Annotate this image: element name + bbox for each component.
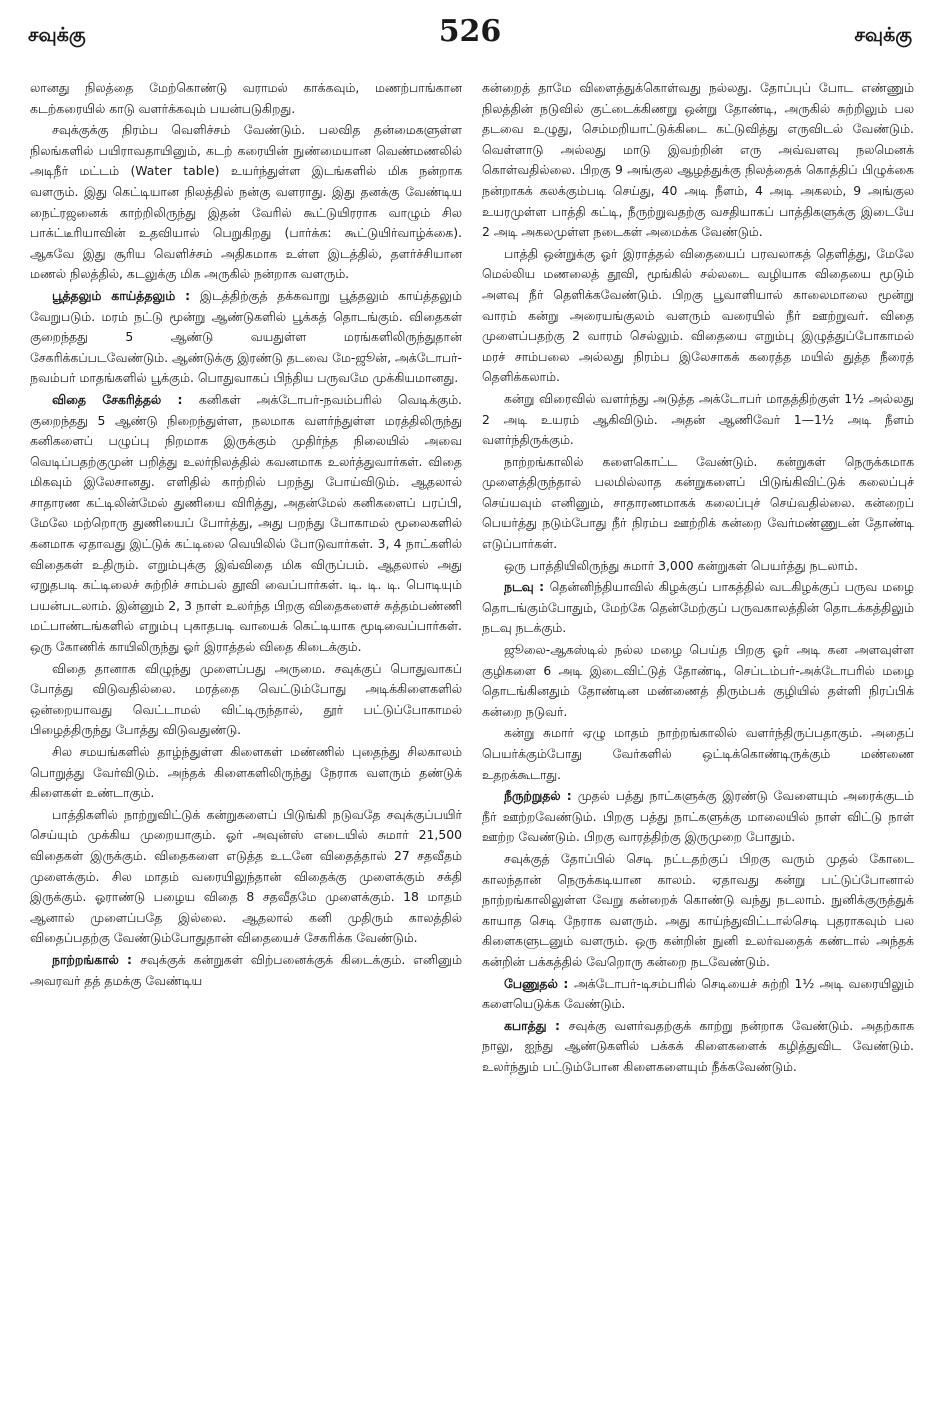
paragraph-text: பாத்தி ஒன்றுக்கு ஓர் இராத்தல் விதையைப் பரவலாகத் தெளித்து, மேலே மெல்லிய மணலைத் தூவி, மூங்கில் சல்லடை வழியாக விதையை மூடும் அளவு நீர் தெளிக்கவேண்டும். பிறகு பூவாளியால் காலைமாலை மூன்று வாரம் கன்று அரையங்குலம் வளரும் வரையில் நீர் ஊற்றுவர். விதை முளைப்பதற்கு 2 வாரம் செல்லும். விதையை எறும்பு இழுத்துப்போகாமல் மரச் சாம்பலை அல்லது நிரம்ப இலேசாகக் கரைத்த மயில் துத்த நீரைத் தெளிக்கலாம். [482,245,914,385]
paragraph-text: கனிகள் அக்டோபர்-நவம்பரில் வெடிக்கும். குறைந்தது 5 ஆண்டு நிறைந்துள்ள, நலமாக வளர்ந்துள்ள மரத்திலிருந்து கனிகளைப் பழுப்பு நிறமாக இருக்கும் முதிர்ந்த நிலையில் அவை வெடிப்பதற்குமுன் பறித்து உலர்நிலத்தில் கவனமாக உலர்த்துவார்கள். விதை மிகவும் இலேசானது. எளிதில் காற்றில் பறந்து போய்விடும். ஆதலால் சாதாரண கட்டிலின்மேல் துணியை விரித்து, அதன்மேல் கனிகளைப் பரப்பி, மேலே மற்றொரு துணியைப் போர்த்து, அது பறந்து போகாமல் மூலைகளில் கனமாக ஏதாவது இட்டுக் கட்டிலை வெயிலில் போடுவார்கள். 3, 4 நாட்களில் விதைகள் உதிரும். எறும்புக்கு இவ்விதை மிக விருப்பம். ஆதலால் அது ஏறுதபடி கட்டிலைச் சுற்றிச் சாம்பல் தூவி வைப்பார்கள். டி. டி. டி. பொடியும் பயன்படலாம். இன்னும் 2, 3 நாள் உலர்ந்த பிறகு விதைகளைச் சுத்தம்பண்ணி மட்பாண்டங்களில் எறும்பு புகாதபடி வாயைக் கெட்டியாக மூடிவைப்பார்கள். ஒரு கோணிக் காயிலிருந்து ஓர் இராத்தல் விதை கிடைக்கும். [30,391,462,655]
paragraph-text: ஒரு பாத்தியிலிருந்து சுமார் 3,000 கன்றுகள் பெயர்த்து நடலாம். [504,557,859,573]
paragraph [30,120,462,285]
paragraph [482,786,914,848]
paragraph [30,950,462,991]
paragraph-lead: பூத்தலும் காய்த்தலும் : [52,287,200,303]
paragraph [482,78,914,243]
paragraph-lead: விதை சேகரித்தல் : [52,391,199,407]
paragraph [482,849,914,973]
right-column [482,78,914,1408]
paragraph-text: சவுக்குக் கன்றுகள் விற்பனைக்குக் கிடைக்கும். எனினும் அவரவர் தத் தமக்கு வேண்டிய [30,951,462,988]
paragraph-lead: நீருற்றுதல் : [504,788,578,804]
paragraph [482,389,914,451]
paragraph-text: முதல் பத்து நாட்களுக்கு இரண்டு வேளையும் அரைக்குடம் நீர் ஊற்றவேண்டும். பிறகு பத்து நாட்களுக்கு மாலையில் நாள் விட்டு நாள் ஊற்ற வேண்டும். பிறகு வாரத்திற்கு இருமுறை போதும். [482,788,914,845]
paragraph [482,723,914,785]
paragraph [482,244,914,388]
paragraph [30,286,462,389]
paragraph-text: நாற்றங்காலில் களைகொட்ட வேண்டும். கன்றுகள் நெருக்கமாக முளைத்திருந்தால் பலமில்லாத கன்றுகளைப் பிடுங்கிவிட்டுக் கலைப்புச் செய்யவும் எனினும், சாதாரணமாகக் கலைப்புச் செய்வதில்லை. கன்றைப் பெயர்த்து நடும்போது நீர் நிரம்ப ஊற்றிக் கன்றை வேர்மண்ணுடன் தோண்டி எடுப்பார்கள். [482,453,914,552]
paragraph-text: சவுக்குத் தோப்பில் செடி நட்டதற்குப் பிறகு வரும் முதல் கோடை காலந்தான் நெருக்கடியான காலம். ஏதாவது கன்று பட்டுப்போனால் நாற்றங்காலிலுள்ள வேறு கன்றைக் கொண்டு வந்து நடலாம். நுனிக்குருத்துக் காயாத செடி நேராக வளரும். அது காய்ந்துவிட்டால்செடி புதராகவும் பல கிளைகளுடனும் வளரும். ஒரு கன்றின் நுனி உலர்வதைக் கண்டால் அந்தக் கன்றின் பக்கத்தில் வேறொரு கன்றை நடவேண்டும். [482,850,914,969]
paragraph [482,974,914,1015]
paragraph-text: ஜூலை-ஆகஸ்டில் நல்ல மழை பெய்த பிறகு ஓர் அடி கன அளவுள்ள குழிகளை 6 அடி இடைவிட்டுத் தோண்டி, செப்டம்பர்-அக்டோபரில் மழை தொடங்கினதும் தோண்டின மண்ணைத் திரும்பக் குழியில் தள்ளி நிரப்பிக் கன்றை நடுவர். [482,642,914,719]
paragraph-lead: நடவு : [504,579,550,595]
paragraph-text: இடத்திற்குத் தக்கவாறு பூத்தலும் காய்த்தலும் வேறுபடும். மரம் நட்டு மூன்று ஆண்டுகளில் பூக்கத் தொடங்கும். விதைகள் குறைந்தது 5 ஆண்டு வயதுள்ள மரங்களிலிருந்துதான் சேகரிக்கப்படவேண்டும். ஆண்டுக்கு இரண்டு தடவை மே-ஜூன், அக்டோபர்-நவம்பர் மாதங்களில் பூக்கும். பொதுவாகப் பிந்திய பருவமே முக்கியமானது. [30,287,462,386]
paragraph-lead: நாற்றங்கால் : [52,951,141,967]
page-number: 526 [438,14,502,49]
paragraph-text: கன்று சுமார் ஏழு மாதம் நாற்றங்காலில் வளர்ந்திருப்பதாகும். அதைப் பெயர்க்கும்போது வேர்களில் ஒட்டிக்கொண்டிருக்கும் மண்ணை உதறக்கூடாது. [482,725,914,782]
paragraph-text: லானது நிலத்தை மேற்கொண்டு வராமல் காக்கவும், மணற்பாங்கான கடற்கரையில் காடு வளர்க்கவும் பயன்படுகிறது. [30,80,462,116]
paragraph-text: விதை தானாக விழுந்து முளைப்பது அருமை. சவுக்குப் பொதுவாகப் போத்து விடுவதில்லை. மரத்தை வெட்டும்போது அடிக்கிளைகளில் ஒன்றையாவது வெட்டாமல் விட்டிருந்தால், தூர் பட்டுப்போகாமல் பிழைத்திருந்து போத்து விடுவதுண்டு. [30,660,462,738]
running-head-left: சவுக்கு [28,24,86,46]
paragraph [482,640,914,722]
paragraph-text: தென்னிந்தியாவில் கிழக்குப் பாகத்தில் வடகிழக்குப் பருவ மழை தொடங்கும்போதும், மேற்கே தென்மேற்குப் பருவகாலத்தின் தொடக்கத்திலும் நடவு நடக்கும். [482,579,914,636]
paragraph [30,742,462,804]
page-header [28,14,912,60]
running-head-right: சவுக்கு [854,24,912,46]
paragraph-text: சவுக்குக்கு நிரம்ப வெளிச்சம் வேண்டும். பலவித தன்மைகளுள்ள நிலங்களில் பயிராவதாயினும், கடற் கரையின் நுண்மையான வெண்மணலில் அடிநீர் மட்டம் (Water table) உயர்ந்துள்ள இடங்களில் மிக நன்றாக வளரும். இது கெட்டியான நிலத்தில் நன்கு வளராது. இது தனக்கு வேண்டிய நைட்ரஜனைக் காற்றிலிருந்து இதன் வேரில் கூட்டுயிரராக வாழும் சில பாக்ட்டீரியாவின் உதவியால் பெறுகிறது (பார்க்க: கூட்டுயிர்வாழ்க்கை). ஆகவே இது சூரிய வெளிச்சம் அதிகமாக உள்ள இடத்தில், தளர்ச்சியான மணல் நிலத்தில், கடலுக்கு மிக அருகில் நன்றாக வளரும். [30,122,462,282]
paragraph-lead: பேணுதல் : [504,975,574,991]
paragraph-text: கன்று விரைவில் வளர்ந்து அடுத்த அக்டோபர் மாதத்திற்குள் 1½ அல்லது 2 அடி உயரம் ஆகிவிடும். அதன் ஆணிவேர் 1—1½ அடி நீளம் வளர்ந்திருக்கும். [482,390,914,448]
paragraph-text: அக்டோபர்-டிசம்பரில் செடியைச் சுற்றி 1½ அடி வரையிலும் களையெடுக்க வேண்டும். [482,975,914,1012]
paragraph [30,78,462,119]
paragraph [482,1016,914,1078]
paragraph [482,452,914,555]
paragraph [482,556,914,577]
paragraph [482,577,914,639]
paragraph [30,805,462,949]
paragraph-lead: கபாத்து : [504,1017,569,1033]
paragraph-text: பாத்திகளில் நாற்றுவிட்டுக் கன்றுகளைப் பிடுங்கி நடுவதே சவுக்குப்பயிர் செய்யும் முக்கிய முறையாகும். ஓர் அவுன்ஸ் எடையில் சுமார் 21,500 விதைகள் இருக்கும். விதைகளை எடுத்த உடனே விதைத்தால் 27 சதவீதம் முளைக்கும். சில மாதம் வரையிலுந்தான் விதைக்கு முளைக்கும் சக்தி இருக்கும். ஓராண்டு பழைய விதை 8 சதவீதமே முளைக்கும். 18 மாதம் ஆனால் முளைப்பதே இல்லை. ஆதலால் கனி முதிரும் காலத்தில் விதைப்பதற்கு வேண்டும்போதுதான் விதையைச் சேகரிக்க வேண்டும். [30,806,462,946]
paragraph [30,390,462,658]
paragraph [30,659,462,741]
paragraph-text: கன்றைத் தாமே விளைத்துக்கொள்வது நல்லது. தோப்புப் போட எண்ணும் நிலத்தின் நடுவில் குட்டைக்கிணறு ஒன்று தோண்டி, அருகில் சுற்றிலும் பல தடவை உழுது, செம்மறியாட்டுக்கிடை கட்டுவித்து எருவிடல் வேண்டும். வெள்ளாடு அல்லது மாடு இவற்றின் எரு அவ்வளவு நலமெனக் கொள்வதில்லை. பிறகு 9 அங்குல ஆழத்துக்கு நிலத்தைக் கொத்திப் பிழுக்கை நன்றாகக் கலக்கும்படி செய்து, 40 அடி நீளம், 4 அடி அகலம், 9 அங்குல உயரமுள்ள பாத்தி கட்டி, நீருற்றுவதற்கு வசதியாகப் பாத்திகளுக்கு இடையே 2 அடி அகலமுள்ள நடைகள் அமைக்க வேண்டும். [482,80,914,240]
paragraph-text: சவுக்கு வளர்வதற்குக் காற்று நன்றாக வேண்டும். அதற்காக நாலு, ஐந்து ஆண்டுகளில் பக்கக் கிளைகளைக் கழித்துவிட வேண்டும். உலர்ந்தும் பட்டும்போன கிளைகளையும் நீக்கவேண்டும். [482,1017,914,1074]
paragraph-text: சில சமயங்களில் தாழ்ந்துள்ள கிளைகள் மண்ணில் புதைந்து சிலகாலம் பொறுத்து வேர்விடும். அந்தக் கிளைகளிலிருந்து நேராக வளரும் தண்டுக் கிளைகள் உண்டாகும். [30,744,462,801]
left-column [30,78,462,1408]
